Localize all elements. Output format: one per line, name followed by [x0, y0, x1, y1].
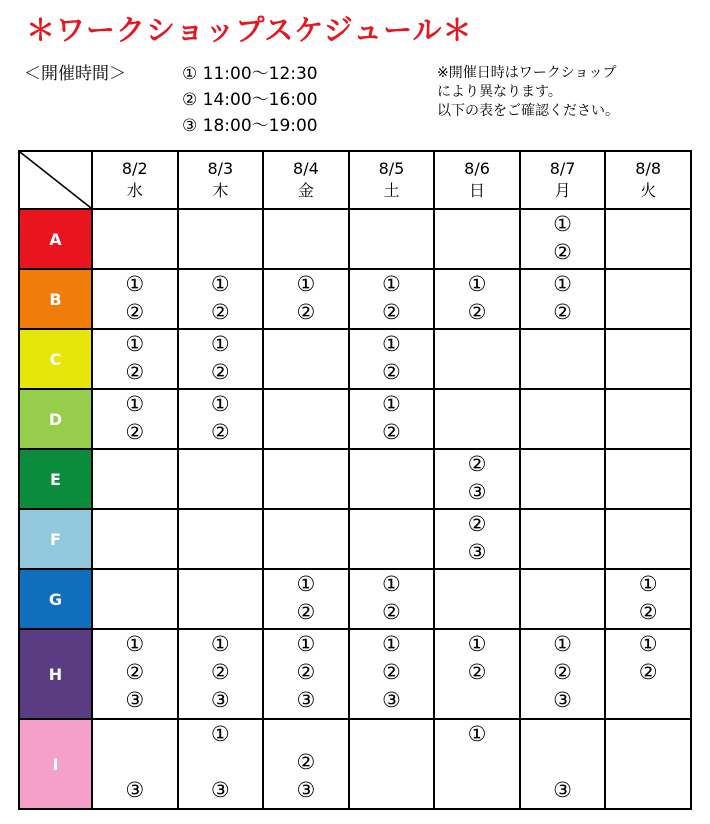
session-mark: ②: [467, 512, 487, 536]
day-weekday: 火: [640, 181, 657, 200]
schedule-cell: [263, 329, 349, 389]
workshop-row: [19, 569, 691, 629]
schedule-cell: [92, 569, 178, 629]
schedule-cell: [434, 329, 520, 389]
day-date: 8/3: [207, 159, 234, 178]
schedule-cell: [605, 449, 691, 509]
schedule-cell: [434, 569, 520, 629]
workshop-label: A: [19, 209, 92, 269]
day-date: 8/2: [121, 159, 148, 178]
session-mark: ②: [553, 300, 572, 324]
session-mark: ②: [382, 660, 401, 684]
session-mark: ②: [125, 420, 145, 444]
workshop-row: [19, 629, 691, 719]
schedule-note: ※開催日時はワークショップ により異なります。 以下の表をご確認ください。: [437, 65, 619, 119]
session-mark: [521, 720, 605, 748]
session-mark: ②: [296, 300, 316, 324]
session-mark: ③: [296, 778, 316, 802]
workshop-row: [19, 449, 691, 509]
schedule-cell: [92, 329, 178, 389]
session-mark: [521, 748, 605, 776]
schedule-cell: [434, 509, 520, 569]
schedule-cell: [520, 509, 606, 569]
session-mark: [93, 748, 177, 776]
session-mark: [606, 686, 690, 714]
session-mark: ①: [467, 722, 487, 746]
schedule-cell: [605, 719, 691, 809]
session-mark: ①: [553, 212, 572, 236]
session-mark: ③: [210, 778, 230, 802]
workshop-label: F: [19, 509, 92, 569]
day-date: 8/7: [549, 159, 576, 178]
day-header: [92, 151, 178, 209]
session-mark: ①: [553, 272, 572, 296]
schedule-cell: [349, 329, 435, 389]
session-mark: ①: [553, 632, 572, 656]
schedule-cell: [520, 719, 606, 809]
schedule-cell: [92, 449, 178, 509]
schedule-cell: [520, 389, 606, 449]
session-mark: ②: [296, 600, 316, 624]
session-mark: ②: [125, 360, 145, 384]
session-mark: ①: [467, 272, 487, 296]
session-mark: ②: [467, 300, 487, 324]
schedule-cell: [92, 389, 178, 449]
schedule-cell: [178, 509, 264, 569]
session-mark: [93, 720, 177, 748]
schedule-cell: [178, 719, 264, 809]
schedule-cell: [520, 629, 606, 719]
schedule-cell: [263, 509, 349, 569]
session-mark: ③: [296, 688, 316, 712]
session-mark: ①: [296, 272, 316, 296]
day-weekday: 水: [126, 181, 143, 200]
schedule-cell: [92, 269, 178, 329]
session-mark: ②: [553, 660, 572, 684]
session-mark: ①: [382, 632, 401, 656]
day-header: [520, 151, 606, 209]
schedule-cell: [263, 389, 349, 449]
schedule-cell: [178, 629, 264, 719]
session-mark: ③: [210, 688, 230, 712]
schedule-cell: [349, 629, 435, 719]
schedule-cell: [349, 269, 435, 329]
session-mark: ③: [125, 688, 145, 712]
session-mark: ③: [553, 778, 572, 802]
workshop-label: C: [19, 329, 92, 389]
workshop-row: [19, 209, 691, 269]
workshop-label: E: [19, 449, 92, 509]
session-mark: ③: [553, 688, 572, 712]
workshop-label: H: [19, 629, 92, 719]
session-mark: ①: [296, 632, 316, 656]
schedule-cell: [605, 509, 691, 569]
schedule-cell: [263, 449, 349, 509]
schedule-cell: [605, 329, 691, 389]
schedule-cell: [178, 209, 264, 269]
session-mark: ③: [125, 778, 145, 802]
session-mark: ①: [125, 272, 145, 296]
schedule-cell: [349, 509, 435, 569]
session-mark: ②: [210, 360, 230, 384]
schedule-cell: [263, 209, 349, 269]
schedule-cell: [434, 629, 520, 719]
day-weekday: 土: [383, 181, 400, 200]
schedule-cell: [605, 209, 691, 269]
day-header: [434, 151, 520, 209]
session-mark: ②: [125, 660, 145, 684]
session-times-header: ＜開催時間＞: [24, 64, 126, 84]
time-slot-1: ① 11:00～12:30: [182, 64, 318, 84]
time-slot-2: ② 14:00～16:00: [182, 90, 318, 110]
session-mark: ②: [382, 360, 401, 384]
session-mark: ②: [467, 452, 487, 476]
session-mark: ①: [467, 632, 487, 656]
session-mark: ①: [382, 332, 401, 356]
schedule-cell: [349, 449, 435, 509]
session-mark: [435, 686, 519, 714]
schedule-cell: [434, 389, 520, 449]
session-mark: ③: [467, 540, 487, 564]
session-mark: ②: [210, 660, 230, 684]
schedule-cell: [92, 509, 178, 569]
schedule-cell: [263, 629, 349, 719]
schedule-cell: [605, 269, 691, 329]
session-mark: ③: [382, 688, 401, 712]
schedule-cell: [178, 569, 264, 629]
day-header: [263, 151, 349, 209]
schedule-cell: [434, 449, 520, 509]
session-mark: ①: [638, 572, 658, 596]
session-mark: ①: [125, 632, 145, 656]
schedule-body: [19, 209, 691, 809]
session-mark: ②: [210, 420, 230, 444]
time-slot-3: ③ 18:00～19:00: [182, 116, 318, 136]
schedule-cell: [349, 209, 435, 269]
schedule-cell: [178, 269, 264, 329]
schedule-cell: [520, 329, 606, 389]
schedule-cell: [92, 629, 178, 719]
session-mark: ①: [382, 392, 401, 416]
session-mark: ①: [125, 392, 145, 416]
workshop-row: [19, 509, 691, 569]
session-mark: ②: [382, 600, 401, 624]
session-mark: ①: [210, 632, 230, 656]
workshop-label: B: [19, 269, 92, 329]
schedule-cell: [520, 449, 606, 509]
schedule-cell: [92, 719, 178, 809]
schedule-table: [18, 150, 692, 810]
day-weekday: 木: [212, 181, 229, 200]
schedule-cell: [434, 269, 520, 329]
schedule-cell: [263, 269, 349, 329]
day-weekday: 日: [469, 181, 486, 200]
session-mark: ①: [382, 572, 401, 596]
workshop-label: D: [19, 389, 92, 449]
day-date: 8/6: [464, 159, 490, 178]
schedule-cell: [520, 569, 606, 629]
session-mark: ①: [210, 332, 230, 356]
schedule-cell: [520, 209, 606, 269]
session-mark: ①: [382, 272, 401, 296]
session-mark: ①: [210, 272, 230, 296]
schedule-cell: [349, 389, 435, 449]
page-title: ＊ワークショップスケジュール＊: [26, 13, 473, 47]
schedule-cell: [349, 719, 435, 809]
workshop-row: [19, 719, 691, 809]
schedule-cell: [92, 209, 178, 269]
session-mark: ②: [382, 300, 401, 324]
schedule-cell: [605, 629, 691, 719]
session-mark: ②: [210, 300, 230, 324]
day-weekday: 月: [554, 181, 571, 200]
day-header: [605, 151, 691, 209]
day-date: 8/8: [635, 159, 662, 178]
session-mark: ①: [210, 722, 230, 746]
schedule-cell: [434, 719, 520, 809]
schedule-cell: [263, 719, 349, 809]
day-date: 8/4: [293, 159, 319, 178]
session-mark: ②: [638, 660, 658, 684]
day-header: [349, 151, 435, 209]
workshop-row: [19, 269, 691, 329]
schedule-cell: [349, 569, 435, 629]
session-mark: [435, 748, 519, 776]
diagonal-line: [20, 152, 91, 208]
session-mark: ②: [125, 300, 145, 324]
day-header: [178, 151, 264, 209]
schedule-cell: [520, 269, 606, 329]
schedule-cell: [178, 329, 264, 389]
schedule-cell: [434, 209, 520, 269]
session-mark: ②: [296, 750, 316, 774]
session-mark: ①: [638, 632, 658, 656]
session-mark: ②: [382, 420, 401, 444]
day-date: 8/5: [378, 159, 405, 178]
session-mark: ②: [296, 660, 316, 684]
day-header-row: [19, 151, 691, 209]
workshop-label: G: [19, 569, 92, 629]
session-mark: ①: [125, 332, 145, 356]
session-mark: ①: [296, 572, 316, 596]
schedule-cell: [605, 389, 691, 449]
session-mark: ③: [467, 480, 487, 504]
day-weekday: 金: [297, 181, 314, 200]
session-mark: ②: [467, 660, 487, 684]
session-mark: ②: [553, 240, 572, 264]
schedule-cell: [178, 389, 264, 449]
session-mark: [435, 776, 519, 804]
workshop-row: [19, 389, 691, 449]
schedule-cell: [263, 569, 349, 629]
session-mark: [264, 720, 348, 748]
session-mark: [179, 748, 263, 776]
corner-cell: [19, 151, 92, 209]
session-mark: ①: [210, 392, 230, 416]
schedule-cell: [178, 449, 264, 509]
schedule-cell: [605, 569, 691, 629]
workshop-label: I: [19, 719, 92, 809]
workshop-row: [19, 329, 691, 389]
session-mark: ②: [638, 600, 658, 624]
